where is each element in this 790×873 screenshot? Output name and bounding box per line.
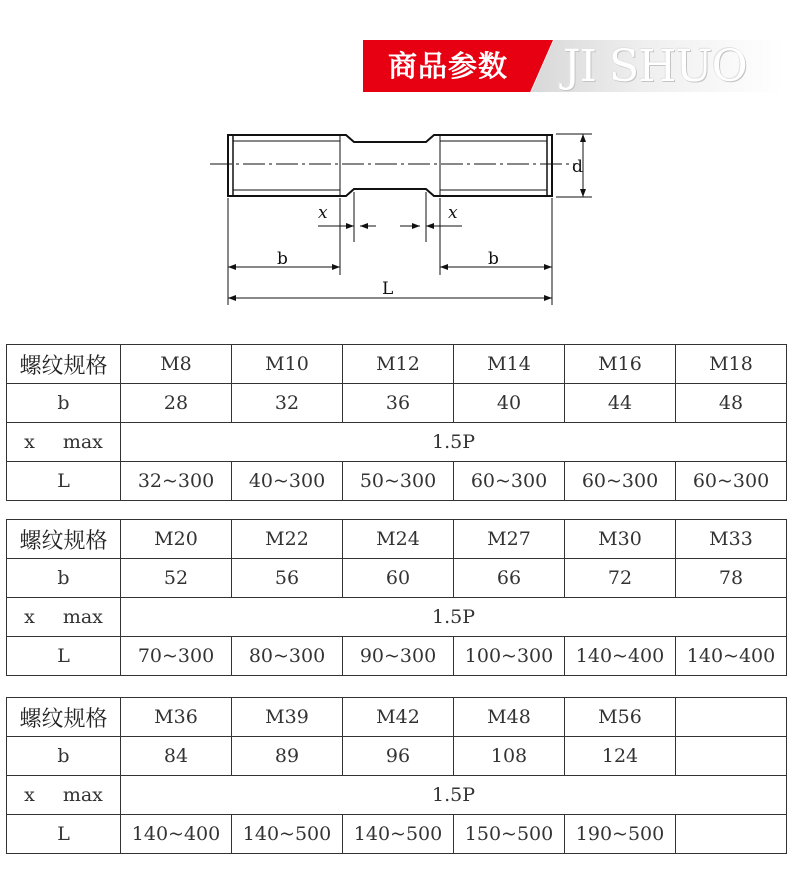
size-cell: M42 bbox=[343, 698, 454, 737]
L-value-cell: 140~500 bbox=[232, 815, 343, 854]
table-row bbox=[7, 815, 787, 854]
x-label-cell: x max bbox=[7, 776, 121, 815]
L-label-cell: L bbox=[7, 815, 121, 854]
size-cell: M10 bbox=[232, 345, 343, 384]
size-cell: M8 bbox=[121, 345, 232, 384]
L-value-cell: 190~500 bbox=[565, 815, 676, 854]
L-value-cell: 50~300 bbox=[343, 462, 454, 501]
empty-cell bbox=[676, 815, 787, 854]
L-label-cell: L bbox=[7, 637, 121, 676]
table-row bbox=[7, 776, 787, 815]
table-row bbox=[7, 423, 787, 462]
b-label-cell: b bbox=[7, 384, 121, 423]
b-value-cell: 78 bbox=[676, 559, 787, 598]
spec-table-2 bbox=[6, 519, 787, 676]
x-value-cell: 1.5P bbox=[121, 776, 787, 815]
b-value-cell: 28 bbox=[121, 384, 232, 423]
b-value-cell: 40 bbox=[454, 384, 565, 423]
b-value-cell: 72 bbox=[565, 559, 676, 598]
table-row bbox=[7, 598, 787, 637]
spec-table-3 bbox=[6, 697, 787, 854]
header-label-cell: 螺纹规格 bbox=[7, 345, 121, 384]
table-row bbox=[7, 698, 787, 737]
L-value-cell: 70~300 bbox=[121, 637, 232, 676]
x-label-cell: x max bbox=[7, 598, 121, 637]
b-value-cell: 60 bbox=[343, 559, 454, 598]
dimension-L-label: L bbox=[382, 279, 394, 299]
size-cell: M22 bbox=[232, 520, 343, 559]
L-value-cell: 90~300 bbox=[343, 637, 454, 676]
table-row bbox=[7, 384, 787, 423]
b-value-cell: 96 bbox=[343, 737, 454, 776]
empty-cell bbox=[676, 698, 787, 737]
size-cell: M27 bbox=[454, 520, 565, 559]
L-value-cell: 140~500 bbox=[343, 815, 454, 854]
header-label-cell: 螺纹规格 bbox=[7, 520, 121, 559]
size-cell: M14 bbox=[454, 345, 565, 384]
section-banner bbox=[363, 40, 783, 92]
b-value-cell: 108 bbox=[454, 737, 565, 776]
size-cell: M30 bbox=[565, 520, 676, 559]
b-value-cell: 56 bbox=[232, 559, 343, 598]
L-value-cell: 60~300 bbox=[676, 462, 787, 501]
size-cell: M20 bbox=[121, 520, 232, 559]
L-value-cell: 80~300 bbox=[232, 637, 343, 676]
x-value-cell: 1.5P bbox=[121, 598, 787, 637]
size-cell: M48 bbox=[454, 698, 565, 737]
b-label-cell: b bbox=[7, 559, 121, 598]
brand-watermark: JI SHUO bbox=[563, 41, 747, 92]
b-value-cell: 48 bbox=[676, 384, 787, 423]
section-title: 商品参数 bbox=[387, 49, 508, 83]
x-value-cell: 1.5P bbox=[121, 423, 787, 462]
b-value-cell: 44 bbox=[565, 384, 676, 423]
dimension-d-label: d bbox=[572, 157, 583, 177]
header-label-cell: 螺纹规格 bbox=[7, 698, 121, 737]
dimension-x-label-right: x bbox=[448, 203, 458, 223]
empty-cell bbox=[676, 737, 787, 776]
table-row bbox=[7, 345, 787, 384]
L-value-cell: 40~300 bbox=[232, 462, 343, 501]
table-row bbox=[7, 520, 787, 559]
L-value-cell: 150~500 bbox=[454, 815, 565, 854]
dimension-b-label-right: b bbox=[488, 249, 499, 269]
b-label-cell: b bbox=[7, 737, 121, 776]
size-cell: M24 bbox=[343, 520, 454, 559]
b-value-cell: 124 bbox=[565, 737, 676, 776]
x-label-cell: x max bbox=[7, 423, 121, 462]
L-value-cell: 60~300 bbox=[454, 462, 565, 501]
size-cell: M36 bbox=[121, 698, 232, 737]
table-row bbox=[7, 737, 787, 776]
b-value-cell: 89 bbox=[232, 737, 343, 776]
L-value-cell: 60~300 bbox=[565, 462, 676, 501]
spec-table-1 bbox=[6, 344, 787, 501]
dimension-b-label-left: b bbox=[277, 249, 288, 269]
b-value-cell: 84 bbox=[121, 737, 232, 776]
table-row bbox=[7, 637, 787, 676]
L-value-cell: 140~400 bbox=[565, 637, 676, 676]
b-value-cell: 36 bbox=[343, 384, 454, 423]
L-value-cell: 140~400 bbox=[676, 637, 787, 676]
b-value-cell: 32 bbox=[232, 384, 343, 423]
size-cell: M12 bbox=[343, 345, 454, 384]
dimension-x-label-left: x bbox=[318, 203, 328, 223]
L-value-cell: 32~300 bbox=[121, 462, 232, 501]
table-row bbox=[7, 462, 787, 501]
L-label-cell: L bbox=[7, 462, 121, 501]
L-value-cell: 140~400 bbox=[121, 815, 232, 854]
L-value-cell: 100~300 bbox=[454, 637, 565, 676]
size-cell: M33 bbox=[676, 520, 787, 559]
size-cell: M18 bbox=[676, 345, 787, 384]
size-cell: M16 bbox=[565, 345, 676, 384]
b-value-cell: 52 bbox=[121, 559, 232, 598]
stud-bolt-drawing bbox=[200, 120, 600, 320]
table-row bbox=[7, 559, 787, 598]
size-cell: M39 bbox=[232, 698, 343, 737]
b-value-cell: 66 bbox=[454, 559, 565, 598]
size-cell: M56 bbox=[565, 698, 676, 737]
